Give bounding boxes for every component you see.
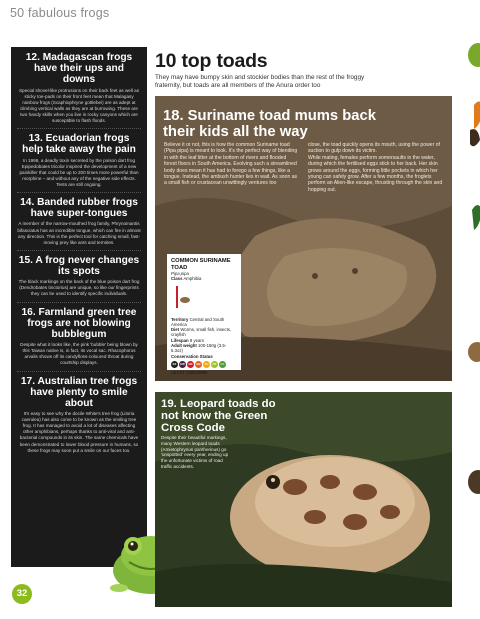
leopard-headline: 19. Leopard toads do not know the Green Cross Code	[161, 398, 276, 435]
fact-16-body: Despite what it looks like, the pink 'bubble' being blown by this Taiwan native is, in fact, its vocal sac. Rhacophorus arvalis shows off its candyfloss-coloured throat during courtship displays.	[20, 342, 138, 366]
fact-12	[11, 47, 147, 124]
fact-12-body: Special shovel-like protrusions on their back feet as well as sticky toe-pads on their front feet mean that Malagasy rainbow frogs (Scaphiophryne gottlebei) are as adept at climbing vertical walls as they are at burrowing. These are two handy skills when you live in rocky canyons which are susceptible to flash floods.	[18, 87, 139, 124]
status-dot-cr: CR	[188, 361, 193, 366]
suriname-body	[164, 142, 444, 193]
fact-file-latin: Pipa pipa	[171, 271, 189, 276]
fact-12-title: 12. Madagascan frogs have their ups and downs	[25, 52, 133, 86]
divider	[17, 128, 141, 129]
suriname-headline: 18. Suriname toad mums back their kids all the way	[163, 108, 376, 141]
running-head: 50 fabulous frogs	[10, 6, 110, 20]
divider	[17, 192, 141, 193]
divider	[17, 302, 141, 303]
fact-16	[11, 307, 147, 367]
status-dot-ex: EX	[172, 361, 177, 366]
conservation-status-value: LEAST CONCERN	[171, 369, 208, 375]
divider	[17, 250, 141, 251]
leopard-body: Despite their beautiful markings, many Western leopard toads (Amietophrynus pantherinus) go 'unspotted' every year, ending up the unfortunate victims of road traffic accidents.	[161, 435, 229, 469]
suriname-col-2: close, the toad quickly opens its mouth, using the power of suction to gulp down its victim. While mating, females perform somersaults in the water, during which the fertilised eggs stick to her back. Her skin grows around the eggs, forming little pockets in which her young can safely grow. After a few months, the froglets perform an Alien-like escape, thrusting through the skin and hopping out.	[308, 142, 443, 193]
fact-file-lifespan: Lifespan 8 years	[171, 337, 204, 343]
fact-17-body: It's easy to see why the docile White's tree frog (Litoria caerulea) has also come to be known as the smiling tree frog. It has managed to avoid a lot of diseases affecting other amphibians, perhaps thanks to anti-viral and anti-bacterial compounds in its skin. The same chemicals have been demonstrated to lower blood pressure in humans, so these frogs may soon put a smile on our faces too.	[19, 411, 139, 453]
fact-15	[11, 255, 147, 298]
fact-14	[11, 197, 147, 246]
fact-14-body: A member of the narrow-mouthed frog family, Phrynomantis bifasciatus has an incredible tongue, which can fire in almost any direction. This is the perfect tool for catching small, fast-moving prey like ants and termites.	[17, 221, 141, 245]
fact-17	[11, 376, 147, 454]
leopard-toad-panel	[155, 392, 452, 607]
fact-file-territory: Territory Central and South America	[171, 316, 225, 327]
fact-17-title: 17. Australian tree frogs have plenty to smile about	[20, 375, 138, 409]
divider	[17, 371, 141, 372]
fact-file-diet: Diet Worms, small fish, insects, crayfish	[171, 327, 232, 338]
edge-frog-decoration	[456, 10, 480, 610]
fact-file-class: Class Amphibia	[171, 276, 202, 282]
fact-file-status-label: Conservation Status	[171, 353, 213, 359]
fact-file-weight: Adult weight 100-150g (3.5-5.3oz)	[171, 343, 227, 354]
status-dot-vu: VU	[204, 361, 209, 366]
toad-silhouette-icon	[171, 284, 237, 310]
fact-13-body: In 1998, a deadly toxin secreted by the poison dart frog Epipedobates tricolor inspired the development of a new painkiller that could be up to 200 times more powerful than morphine – and without any of the negative side effects. Tests are still ongoing.	[19, 157, 139, 187]
status-dot-ew: EW	[180, 361, 185, 366]
facts-sidebar	[11, 47, 147, 567]
status-dot-en: EN	[196, 361, 201, 366]
conservation-status-scale	[171, 361, 237, 368]
status-dot-nt: NT	[212, 361, 217, 366]
fact-15-body: The black markings on the back of the blue poison dart frog (Dendrobates tinctorius) are unique, so like our fingerprints they can be used to identify specific individuals.	[18, 279, 140, 297]
main-headline: 10 top toads	[155, 50, 268, 72]
page-number: 32	[12, 584, 32, 604]
main-standfirst: They may have bumpy skin and stockier bodies than the rest of the froggy fraternity, but toads are all members of the Anura order too	[155, 74, 365, 89]
fact-13-title: 13. Ecuadorian frogs help take away the pain	[22, 133, 136, 156]
fact-file-box	[167, 254, 241, 375]
fact-14-title: 14. Banded rubber frogs have super-tongues	[20, 197, 138, 220]
fact-file-title: COMMON SURINAME TOAD	[171, 258, 231, 271]
fact-16-title: 16. Farmland green tree frogs are not blowing bubblegum	[21, 306, 137, 340]
fact-13	[11, 133, 147, 188]
fact-15-title: 15. A frog never changes its spots	[18, 254, 140, 278]
suriname-col-1: Believe it or not, this is how the common Suriname toad (Pipa pipa) is meant to look. It's the perfect way of blending in with the leaf litter at the bottom of rivers and flooded forest floors in South America. Evolving such a streamlined body does mean it has had to forego a few things, like a tongue. Instead, the ambush hunter lies in wait. As soon as a small fish or crustacean unwittingly ventures too	[164, 142, 298, 187]
status-dot-lc: LC	[220, 361, 225, 366]
